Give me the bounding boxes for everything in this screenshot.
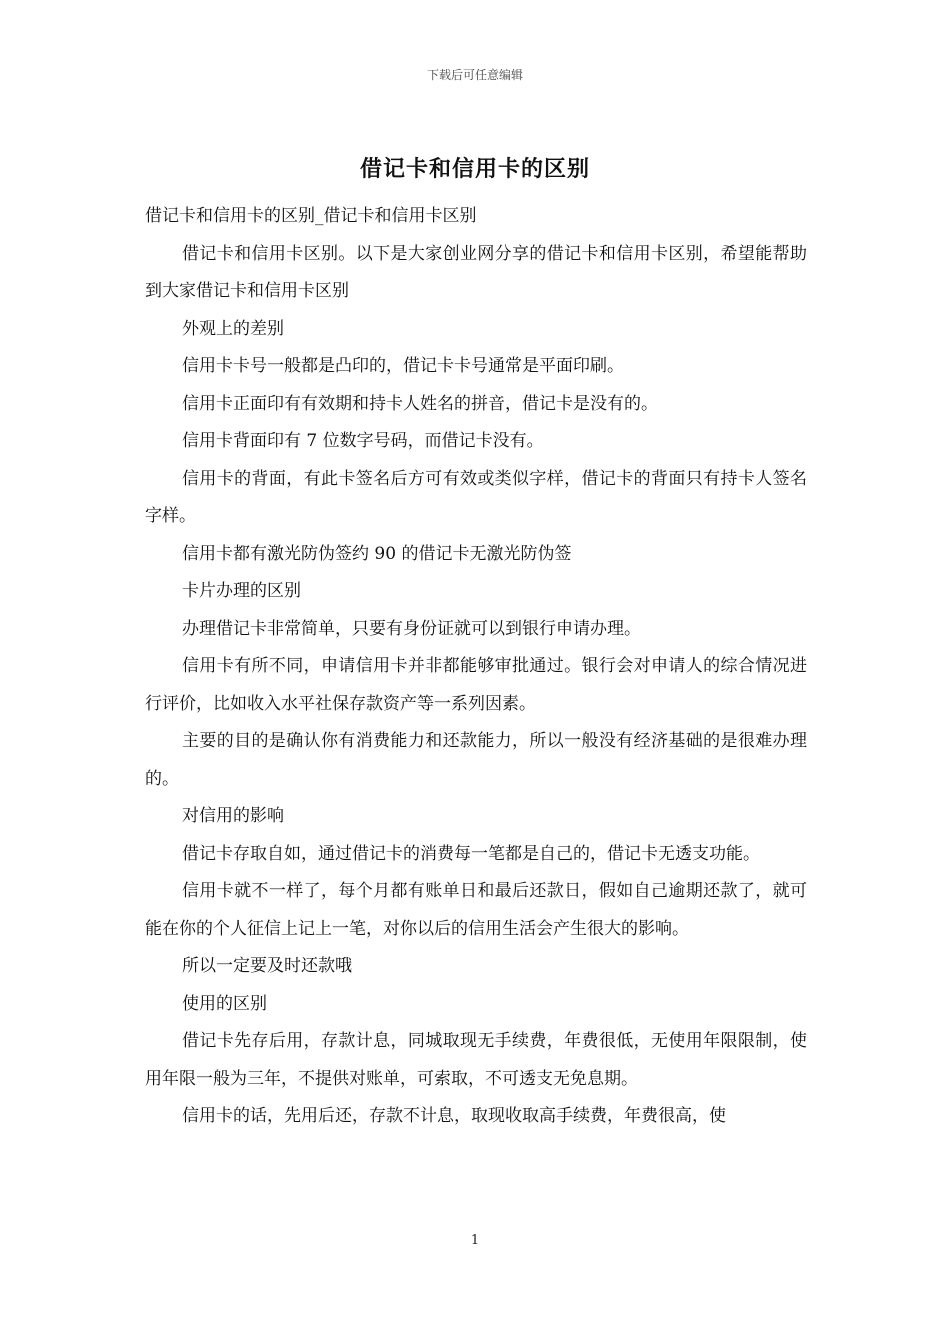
paragraph: 信用卡正面印有有效期和持卡人姓名的拼音，借记卡是没有的。 xyxy=(182,393,658,414)
section-heading-usage: 使用的区别 xyxy=(182,993,267,1014)
paragraph: 信用卡就不一样了，每个月都有账单日和最后还款日，假如自己逾期还款了，就可能在你的个人征信上记上一笔，对你以后的信用生活会产生很大的影响。 xyxy=(145,881,807,939)
paragraph: 主要的目的是确认你有消费能力和还款能力，所以一般没有经济基础的是很难办理的。 xyxy=(145,731,807,789)
paragraph: 信用卡卡号一般都是凸印的，借记卡卡号通常是平面印刷。 xyxy=(182,356,624,376)
intro-paragraph: 借记卡和信用卡区别。以下是大家创业网分享的借记卡和信用卡区别，希望能帮助到大家借记卡和信用卡区别 xyxy=(145,243,807,301)
paragraph: 信用卡的背面，有此卡签名后方可有效或类似字样，借记卡的背面只有持卡人签名字样。 xyxy=(145,468,807,526)
document-body xyxy=(145,198,807,1136)
page-header: 下载后可任意编辑 xyxy=(426,68,523,82)
section-heading-appearance: 外观上的差别 xyxy=(182,318,284,339)
paragraph: 信用卡背面印有 7 位数字号码，而借记卡没有。 xyxy=(182,431,544,451)
section-heading-application: 卡片办理的区别 xyxy=(182,581,301,601)
paragraph: 办理借记卡非常简单，只要有身份证就可以到银行申请办理。 xyxy=(182,618,641,639)
paragraph: 信用卡有所不同，申请信用卡并非都能够审批通过。银行会对申请人的综合情况进行评价，比如收入水平社保存款资产等一系列因素。 xyxy=(145,656,807,714)
paragraph: 借记卡先存后用，存款计息，同城取现无手续费，年费很低，无使用年限限制，使用年限一般为三年，不提供对账单，可索取，不可透支无免息期。 xyxy=(145,1031,807,1089)
paragraph: 所以一定要及时还款哦 xyxy=(182,956,352,976)
subtitle-paragraph: 借记卡和信用卡的区别_借记卡和信用卡区别 xyxy=(145,206,477,226)
paragraph: 信用卡都有激光防伪签约 90 的借记卡无激光防伪签 xyxy=(182,543,572,564)
paragraph: 借记卡存取自如，通过借记卡的消费每一笔都是自己的，借记卡无透支功能。 xyxy=(182,843,760,864)
document-title: 借记卡和信用卡的区别 xyxy=(359,156,590,182)
paragraph: 信用卡的话，先用后还，存款不计息，取现收取高手续费，年费很高，使 xyxy=(182,1106,726,1126)
page-number: 1 xyxy=(470,1233,480,1248)
section-heading-credit-impact: 对信用的影响 xyxy=(182,806,284,826)
